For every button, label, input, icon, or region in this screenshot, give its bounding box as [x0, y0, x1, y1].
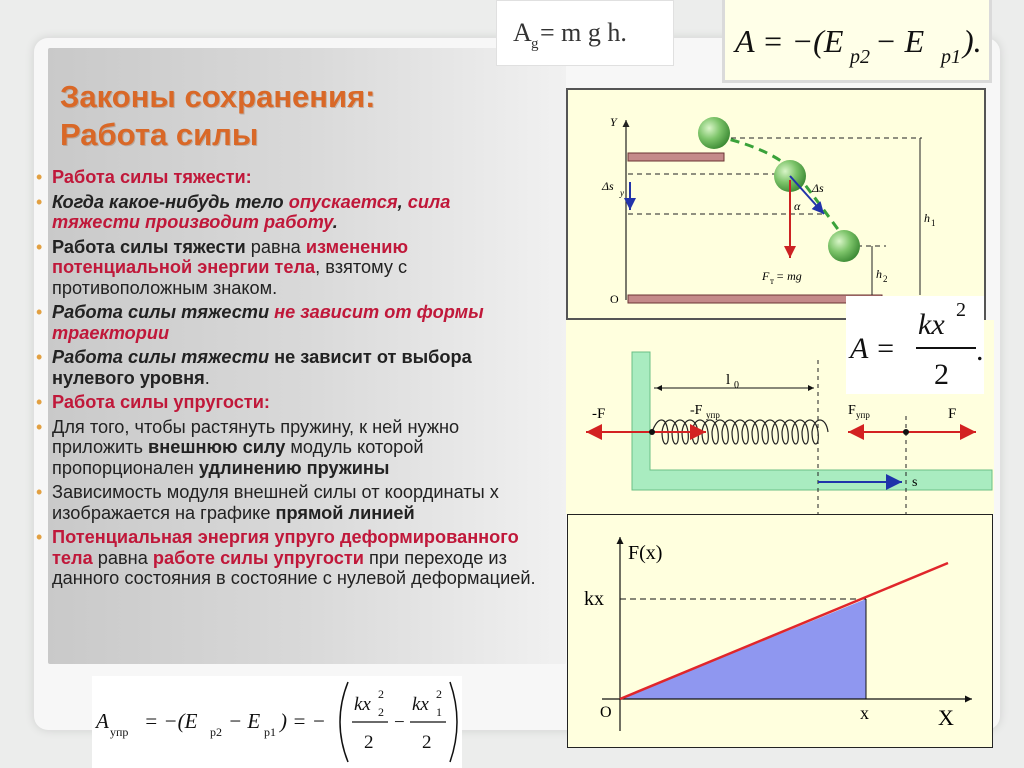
- formula-ag-rest: = m g h.: [540, 18, 627, 47]
- ball-top: [698, 117, 730, 149]
- graph-x-label: X: [938, 705, 954, 730]
- ft-label: F: [762, 269, 770, 283]
- formula-a-text: A = −(E: [735, 23, 844, 59]
- h2-label: h: [876, 267, 882, 281]
- bullet-text: Зависимость модуля внешней силы от координаты x изображается на графике: [52, 482, 499, 523]
- bullet-text: удлинению пружины: [198, 457, 390, 478]
- formula-ag-sub: g: [531, 36, 539, 52]
- bullet-item: [36, 392, 542, 413]
- formula-potential-work: [722, 0, 992, 83]
- l0-sub: 0: [734, 380, 739, 391]
- alpha-label: α: [794, 199, 801, 213]
- formula-bottom-svg: [92, 676, 462, 768]
- fb-s1: p2: [210, 725, 222, 739]
- bullet-text: ,: [397, 191, 408, 212]
- bullet-text: .: [332, 212, 338, 232]
- force-graph: [567, 514, 993, 748]
- bullet-text: при переходе из данного состояния в состояние с нулевой деформацией.: [52, 547, 536, 588]
- graph-x-tick: x: [860, 703, 869, 723]
- bullet-text: равна: [92, 547, 153, 568]
- upper-platform: [628, 153, 724, 161]
- bullet-item: [36, 347, 542, 388]
- formula-kx-A: A =: [850, 332, 896, 365]
- bullet-text: Потенциальная энергия упруго деформированного тела: [52, 527, 519, 568]
- fb-eq: = −(E: [144, 709, 198, 733]
- fb-minus: −: [394, 712, 405, 733]
- fb-n2e: 2: [436, 687, 442, 701]
- fb-m: − E: [228, 709, 261, 733]
- fb-e: ) = −: [280, 709, 326, 733]
- h1-label: h: [924, 211, 930, 225]
- fb-s2: p1: [264, 725, 276, 739]
- formula-gravity-svg: [497, 1, 673, 65]
- formula-a-end: ).: [963, 23, 982, 59]
- ball-bottom: [828, 230, 860, 262]
- bullet-text: равна: [245, 236, 306, 257]
- fb-paren-right: [450, 682, 457, 762]
- bullet-item: [36, 192, 542, 233]
- bullet-text: Работа силы тяжести: [52, 236, 246, 257]
- ft-sub: т: [770, 276, 774, 286]
- Fupr-label: F: [848, 403, 856, 418]
- bullet-text: опускается: [288, 191, 398, 212]
- bullet-item: [36, 417, 542, 479]
- bullet-text: Работа силы упругости:: [52, 392, 270, 412]
- delta-sy-sub: y: [620, 188, 624, 198]
- bullet-text: Работа силы тяжести: [52, 347, 275, 367]
- ground-platform: [628, 295, 882, 303]
- neg-Fupr-sub: упр: [706, 410, 720, 420]
- bullet-item: [36, 237, 542, 299]
- bullet-text: модуль которой пропорционален: [52, 437, 424, 478]
- fb-lhs-sub: упр: [110, 725, 129, 739]
- fb-n2s: 1: [436, 705, 442, 719]
- bullet-text: .: [204, 367, 210, 388]
- formula-a-sub2: p1: [941, 46, 961, 68]
- graph-kx-label: kx: [584, 588, 604, 610]
- end-point: [903, 429, 909, 435]
- fb-n1s: 2: [378, 705, 384, 719]
- fb-n2: kx: [412, 694, 429, 715]
- formula-a-mid: − E: [875, 23, 925, 59]
- s-label: s: [912, 475, 918, 490]
- bullet-item: [36, 302, 542, 343]
- Fupr-sub: упр: [856, 410, 870, 420]
- title-line-2: Работа силы: [60, 117, 259, 152]
- formula-spring-energy: [846, 296, 984, 394]
- fb-d1: 2: [364, 732, 374, 753]
- bullet-text: Когда какое-нибудь тело: [52, 191, 289, 212]
- bullet-text: , взятому с противоположным знаком.: [52, 257, 408, 298]
- F-label: F: [948, 406, 957, 422]
- bullet-text: Работа силы тяжести:: [52, 167, 252, 187]
- h1-sub: 1: [931, 218, 936, 228]
- fb-n1e: 2: [378, 687, 384, 701]
- gravity-svg: [568, 90, 984, 318]
- force-graph-svg: [568, 515, 992, 747]
- formula-kx-num: kx: [918, 308, 945, 341]
- formula-elastic-work: [92, 676, 462, 768]
- formula-kx-exp: 2: [956, 299, 966, 321]
- bullet-item: [36, 167, 542, 188]
- y-axis-label: Y: [610, 115, 617, 129]
- fb-d2: 2: [422, 732, 432, 753]
- bullet-item: [36, 482, 542, 523]
- bullet-text: Работа силы тяжести: [52, 302, 275, 322]
- bullet-text: работе силы упругости: [152, 547, 364, 568]
- neg-F-label: -F: [592, 406, 606, 422]
- bullet-list: [36, 167, 542, 593]
- formula-gravity-work: [496, 0, 674, 66]
- bullet-text: внешнюю силу: [148, 437, 286, 457]
- fb-lhs: A: [96, 709, 109, 733]
- formula-ag-A: A: [513, 18, 532, 47]
- title-line-1: Законы сохранения:: [60, 79, 376, 114]
- bullet-text: Для того, чтобы растянуть пружину, к ней нужно приложить: [52, 416, 460, 457]
- wall-point: [649, 429, 655, 435]
- origin-label: O: [610, 292, 619, 306]
- bullet-item: [36, 527, 542, 589]
- h2-sub: 2: [883, 274, 888, 284]
- fb-paren-left: [340, 682, 348, 762]
- l0-label: l: [726, 372, 731, 388]
- slide-title: [60, 78, 560, 154]
- formula-kx-dot: .: [976, 334, 984, 367]
- bullet-text: не зависит от выбора нулевого уровня: [52, 347, 472, 388]
- fb-n1: kx: [354, 694, 371, 715]
- graph-y-label: F(x): [628, 542, 663, 564]
- formula-kx-den: 2: [934, 358, 949, 391]
- formula-potential-svg: [725, 0, 989, 80]
- formula-a-sub1: p2: [850, 46, 870, 68]
- bullet-text: не зависит от формы траектории: [52, 302, 484, 343]
- delta-sy-label: Δs: [602, 179, 614, 193]
- ds-label: Δs: [812, 181, 824, 195]
- bullet-text: изменению потенциальной энергии тела: [52, 236, 408, 277]
- gravity-figure: [566, 88, 986, 320]
- ft-eq: = mg: [776, 269, 802, 283]
- bullet-text: сила тяжести производит работу: [52, 191, 451, 232]
- graph-origin-label: O: [600, 704, 612, 721]
- formula-kx-svg: [846, 296, 984, 394]
- trajectory-path: [716, 136, 850, 246]
- neg-Fupr-label: -F: [690, 403, 703, 418]
- bullet-text: прямой линией: [275, 502, 415, 523]
